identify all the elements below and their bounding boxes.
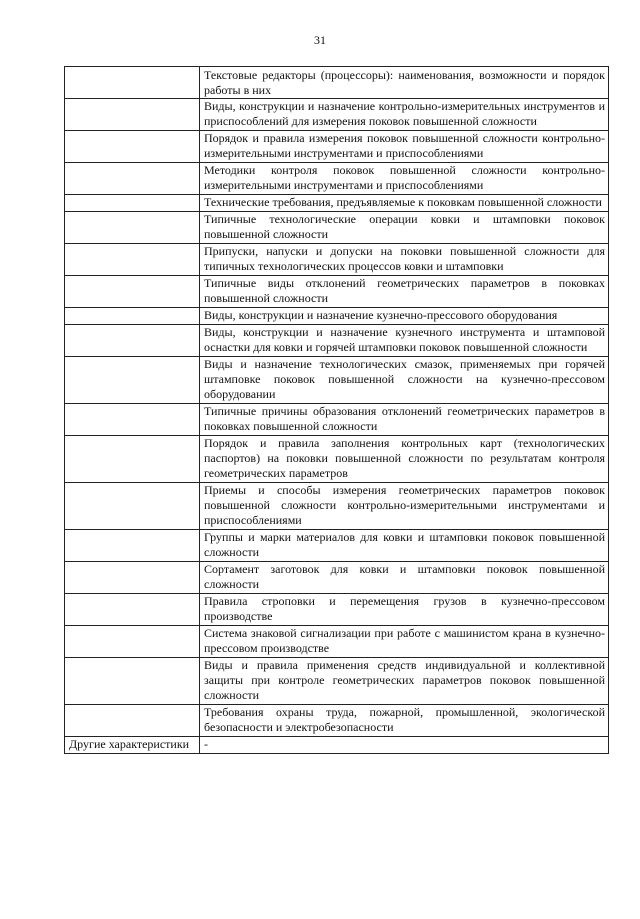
knowledge-item: Виды, конструкции и назначение кузнечного инструмента и штамповой оснастки для ковки и горячей штамповки поковок повышенной сложности (204, 325, 605, 354)
table-row (65, 594, 609, 626)
knowledge-item-cell (200, 99, 609, 131)
table-row (65, 436, 609, 483)
knowledge-label-cell (65, 436, 200, 483)
knowledge-label-cell (65, 244, 200, 276)
knowledge-label-cell (65, 308, 200, 325)
table-row (65, 212, 609, 244)
knowledge-item-cell (200, 594, 609, 626)
knowledge-label-cell (65, 67, 200, 99)
knowledge-item: Типичные технологические операции ковки и штамповки поковок повышенной сложности (204, 212, 605, 241)
knowledge-item: Типичные виды отклонений геометрических параметров в поковках повышенной сложности (204, 276, 605, 305)
knowledge-label-cell (65, 212, 200, 244)
knowledge-item: Система знаковой сигнализации при работе с машинистом крана в кузнечно-прессовом производстве (204, 626, 605, 655)
knowledge-item: Правила строповки и перемещения грузов в кузнечно-прессовом производстве (204, 594, 605, 623)
knowledge-item: Порядок и правила заполнения контрольных карт (технологических паспортов) на поковки повышенной сложности по результатам контроля геометрических параметров (204, 436, 605, 480)
knowledge-item: Типичные причины образования отклонений геометрических параметров в поковках повышенной сложности (204, 404, 605, 433)
knowledge-item-cell (200, 436, 609, 483)
knowledge-item: Виды и правила применения средств индивидуальной и коллективной защиты при контроле геометрических параметров поковок повышенной сложности (204, 658, 605, 702)
knowledge-item-cell (200, 212, 609, 244)
table-row (65, 562, 609, 594)
knowledge-item-cell (200, 67, 609, 99)
knowledge-table (64, 66, 609, 754)
table-row (65, 244, 609, 276)
knowledge-item-cell (200, 626, 609, 658)
table-row (65, 131, 609, 163)
knowledge-label-cell (65, 163, 200, 195)
knowledge-label-cell (65, 483, 200, 530)
knowledge-item-cell (200, 195, 609, 212)
knowledge-item: Виды и назначение технологических смазок, применяемых при горячей штамповке поковок повышенной сложности на кузнечно-прессовом оборудовании (204, 357, 605, 401)
table-row (65, 404, 609, 436)
knowledge-item-cell (200, 131, 609, 163)
knowledge-item: Группы и марки материалов для ковки и штамповки поковок повышенной сложности (204, 530, 605, 559)
table-row (65, 99, 609, 131)
knowledge-label-cell (65, 99, 200, 131)
knowledge-item-cell (200, 163, 609, 195)
table-row (65, 195, 609, 212)
table-row (65, 626, 609, 658)
knowledge-item: Приемы и способы измерения геометрических параметров поковок повышенной сложности контрольно-измерительными инструментами и приспособлениями (204, 483, 605, 527)
knowledge-item: Сортамент заготовок для ковки и штамповки поковок повышенной сложности (204, 562, 605, 591)
knowledge-item: Технические требования, предъявляемые к поковкам повышенной сложности (204, 195, 602, 209)
table-row (65, 163, 609, 195)
knowledge-label-cell (65, 276, 200, 308)
knowledge-item-cell (200, 308, 609, 325)
table-row (65, 67, 609, 99)
knowledge-item-cell (200, 325, 609, 357)
knowledge-item-cell (200, 276, 609, 308)
knowledge-item: Порядок и правила измерения поковок повышенной сложности контрольно-измерительными инструментами и приспособлениями (204, 131, 605, 160)
knowledge-label-cell (65, 594, 200, 626)
knowledge-label-cell (65, 658, 200, 705)
table-row (65, 325, 609, 357)
page-number: 31 (314, 33, 326, 47)
table-row (65, 530, 609, 562)
other-characteristics-value: - (200, 737, 609, 754)
knowledge-item: Виды, конструкции и назначение кузнечно-прессового оборудования (204, 308, 558, 322)
knowledge-item-cell (200, 658, 609, 705)
knowledge-label-cell (65, 404, 200, 436)
knowledge-item: Виды, конструкции и назначение контрольно-измерительных инструментов и приспособлений для измерения поковок повышенной сложности (204, 99, 605, 128)
table-row (65, 483, 609, 530)
knowledge-item-cell (200, 357, 609, 404)
table-row (65, 658, 609, 705)
knowledge-item-cell (200, 404, 609, 436)
knowledge-label-cell (65, 562, 200, 594)
knowledge-label-cell (65, 131, 200, 163)
other-characteristics-row (65, 737, 609, 754)
table-row (65, 705, 609, 737)
knowledge-label-cell (65, 705, 200, 737)
knowledge-item-cell (200, 705, 609, 737)
table-row (65, 276, 609, 308)
knowledge-item-cell (200, 530, 609, 562)
knowledge-label-cell (65, 626, 200, 658)
table-row (65, 357, 609, 404)
knowledge-label-cell (65, 357, 200, 404)
other-characteristics-label: Другие характеристики (65, 737, 200, 754)
knowledge-label-cell (65, 325, 200, 357)
knowledge-label-cell (65, 195, 200, 212)
knowledge-item: Припуски, напуски и допуски на поковки повышенной сложности для типичных технологических процессов ковки и штамповки (204, 244, 605, 273)
knowledge-item-cell (200, 244, 609, 276)
knowledge-item: Требования охраны труда, пожарной, промышленной, экологической безопасности и электробезопасности (204, 705, 605, 734)
knowledge-label-cell (65, 530, 200, 562)
knowledge-item-cell (200, 562, 609, 594)
knowledge-item-cell (200, 483, 609, 530)
table-row (65, 308, 609, 325)
knowledge-item: Текстовые редакторы (процессоры): наименования, возможности и порядок работы в них (204, 68, 605, 97)
knowledge-item: Методики контроля поковок повышенной сложности контрольно-измерительными инструментами и приспособлениями (204, 163, 605, 192)
